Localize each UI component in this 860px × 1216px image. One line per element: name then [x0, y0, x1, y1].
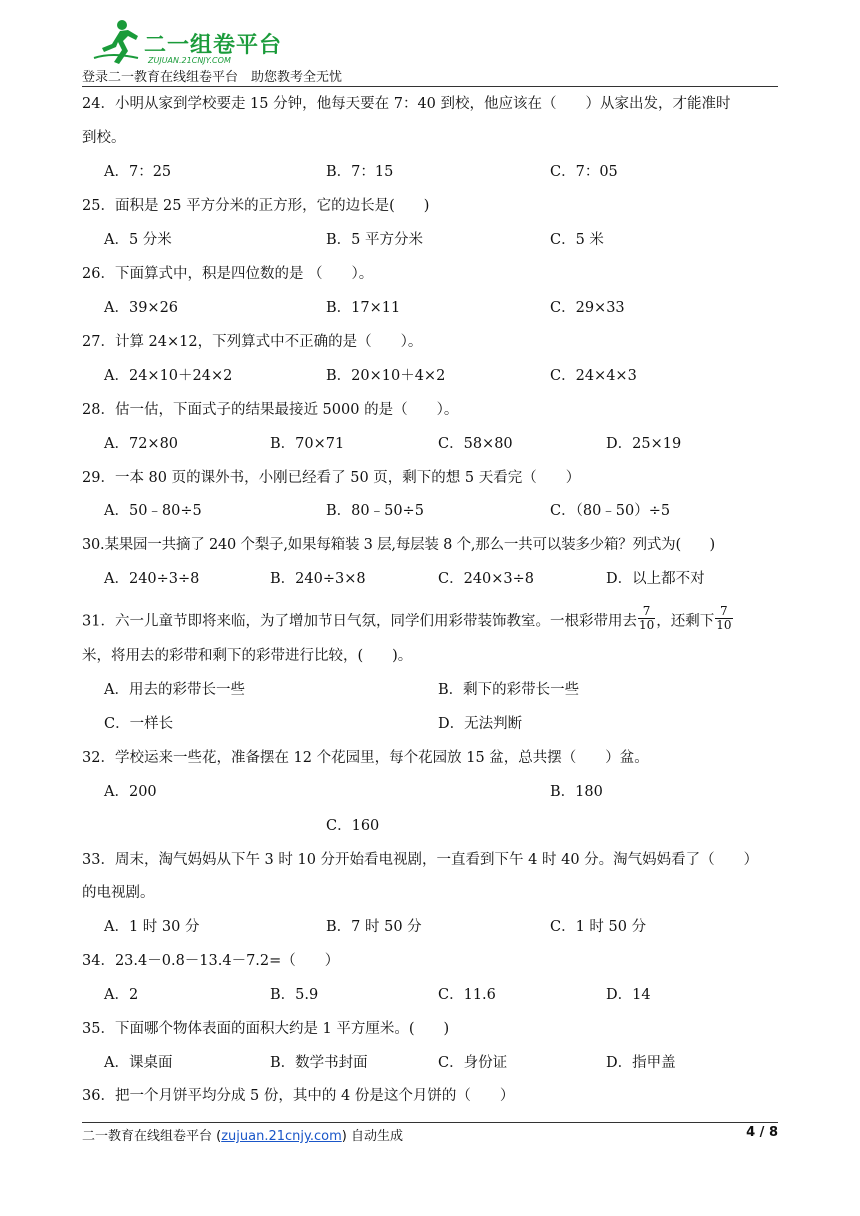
q35-option-c[interactable]: C．身份证 [438, 1055, 508, 1071]
q31-option-b[interactable]: B．剩下的彩带长一些 [438, 682, 580, 698]
q31-option-d[interactable]: D．无法判断 [438, 716, 523, 732]
header-tagline: 登录二一教育在线组卷平台 助您教考全无忧 [82, 70, 343, 85]
question-35-stem: 35．下面哪个物体表面的面积大约是 1 平方厘米。( ) [82, 1021, 450, 1037]
q24-option-b[interactable]: B．7：15 [326, 164, 394, 180]
q30-option-b[interactable]: B．240÷3×8 [270, 571, 366, 587]
q28-option-c[interactable]: C．58×80 [438, 436, 513, 452]
question-34-stem: 34．23.4－0.8－13.4－7.2=（ ） [82, 953, 340, 969]
question-29-stem: 29．一本 80 页的课外书，小刚已经看了 50 页，剩下的想 5 天看完（ ） [82, 470, 581, 486]
q24-option-a[interactable]: A．7：25 [104, 164, 172, 180]
question-32-stem: 32．学校运来一些花，准备摆在 12 个花园里，每个花园放 15 盆，总共摆（ ）盆。 [82, 750, 649, 766]
q31-stem-part2: ，还剩下 [656, 613, 715, 630]
q35-option-a[interactable]: A．课桌面 [104, 1055, 173, 1071]
header-divider [82, 86, 778, 87]
q32-option-c[interactable]: C．160 [326, 818, 380, 834]
q31-stem-part1: 31．六一儿童节即将来临，为了增加节日气氛，同学们用彩带装饰教室。一根彩带用去 [82, 613, 637, 630]
q29-option-a[interactable]: A．50﹣80÷5 [104, 503, 202, 519]
q28-option-d[interactable]: D．25×19 [606, 436, 682, 452]
q26-option-c[interactable]: C．29×33 [550, 300, 625, 316]
q25-option-a[interactable]: A．5 分米 [104, 232, 172, 248]
q27-option-a[interactable]: A．24×10＋24×2 [104, 368, 233, 384]
q32-option-a[interactable]: A．200 [104, 784, 157, 800]
q27-option-c[interactable]: C．24×4×3 [550, 368, 637, 384]
q31-fraction-used: $\frac{7}{10}$ [638, 604, 655, 632]
page-header [82, 14, 778, 86]
question-28-stem: 28．估一估，下面式子的结果最接近 5000 的是（ ）。 [82, 402, 459, 418]
question-26-stem: 26．下面算式中，积是四位数的是 （ ）。 [82, 266, 374, 282]
footer-source [82, 1125, 403, 1144]
q27-option-b[interactable]: B．20×10＋4×2 [326, 368, 446, 384]
question-30-stem: 30.某果园一共摘了 240 个梨子,如果每箱装 3 层,每层装 8 个,那么一共可以装多少箱？列式为( ) [82, 537, 715, 553]
q26-option-b[interactable]: B．17×11 [326, 300, 401, 316]
q30-option-a[interactable]: A．240÷3÷8 [104, 571, 200, 587]
q28-option-b[interactable]: B．70×71 [270, 436, 345, 452]
q25-option-c[interactable]: C．5 米 [550, 232, 604, 248]
question-31-stem-cont: 米，将用去的彩带和剩下的彩带进行比较，( )。 [82, 648, 413, 664]
question-33-stem-cont: 的电视剧。 [82, 885, 155, 901]
platform-logo [92, 18, 292, 70]
q34-option-d[interactable]: D．14 [606, 987, 651, 1003]
q29-option-c[interactable]: C．（80﹣50）÷5 [550, 503, 671, 519]
footer-divider [82, 1122, 778, 1123]
q35-option-b[interactable]: B．数学书封面 [270, 1055, 368, 1071]
q33-option-a[interactable]: A．1 时 30 分 [104, 919, 200, 935]
q33-option-c[interactable]: C．1 时 50 分 [550, 919, 647, 935]
question-24-stem-cont: 到校。 [82, 130, 126, 146]
question-36-stem: 36．把一个月饼平均分成 5 份，其中的 4 份是这个月饼的（ ） [82, 1088, 515, 1104]
q34-option-b[interactable]: B．5.9 [270, 987, 319, 1003]
q31-option-c[interactable]: C．一样长 [104, 716, 174, 732]
q25-option-b[interactable]: B．5 平方分米 [326, 232, 423, 248]
q24-option-c[interactable]: C．7：05 [550, 164, 618, 180]
question-33-stem: 33．周末，淘气妈妈从下午 3 时 10 分开始看电视剧，一直看到下午 4 时 40 分。淘气妈妈看了（ ） [82, 852, 759, 868]
q32-option-b[interactable]: B．180 [550, 784, 603, 800]
q34-option-a[interactable]: A．2 [104, 987, 139, 1003]
question-25-stem: 25．面积是 25 平方分米的正方形，它的边长是( ) [82, 198, 430, 214]
q26-option-a[interactable]: A．39×26 [104, 300, 179, 316]
question-31-stem [82, 604, 734, 635]
q31-option-a[interactable]: A．用去的彩带长一些 [104, 682, 245, 698]
q31-fraction-left: $\frac{7}{10}$ [716, 604, 732, 632]
q35-option-d[interactable]: D．指甲盖 [606, 1055, 676, 1071]
q33-option-b[interactable]: B．7 时 50 分 [326, 919, 422, 935]
footer-prefix: 二一教育在线组卷平台 ( [82, 1129, 222, 1144]
logo-text: 二一组卷平台 [144, 33, 283, 58]
footer-link[interactable]: zujuan.21cnjy.com [221, 1129, 342, 1144]
question-27-stem: 27．计算 24×12，下列算式中不正确的是（ ）。 [82, 334, 423, 350]
question-24-stem: 24．小明从家到学校要走 15 分钟，他每天要在 7：40 到校，他应该在（ ）从家出发，才能准时 [82, 96, 731, 112]
footer-suffix: ) 自动生成 [341, 1129, 403, 1144]
q28-option-a[interactable]: A．72×80 [104, 436, 179, 452]
page-number: 4 / 8 [746, 1125, 778, 1140]
logo-subtext: ZUJUAN.21CNJY.COM [148, 56, 231, 65]
q29-option-b[interactable]: B．80﹣50÷5 [326, 503, 424, 519]
q30-option-d[interactable]: D．以上都不对 [606, 571, 705, 587]
q30-option-c[interactable]: C．240×3÷8 [438, 571, 535, 587]
q34-option-c[interactable]: C．11.6 [438, 987, 496, 1003]
runner-logo-icon [92, 18, 142, 66]
